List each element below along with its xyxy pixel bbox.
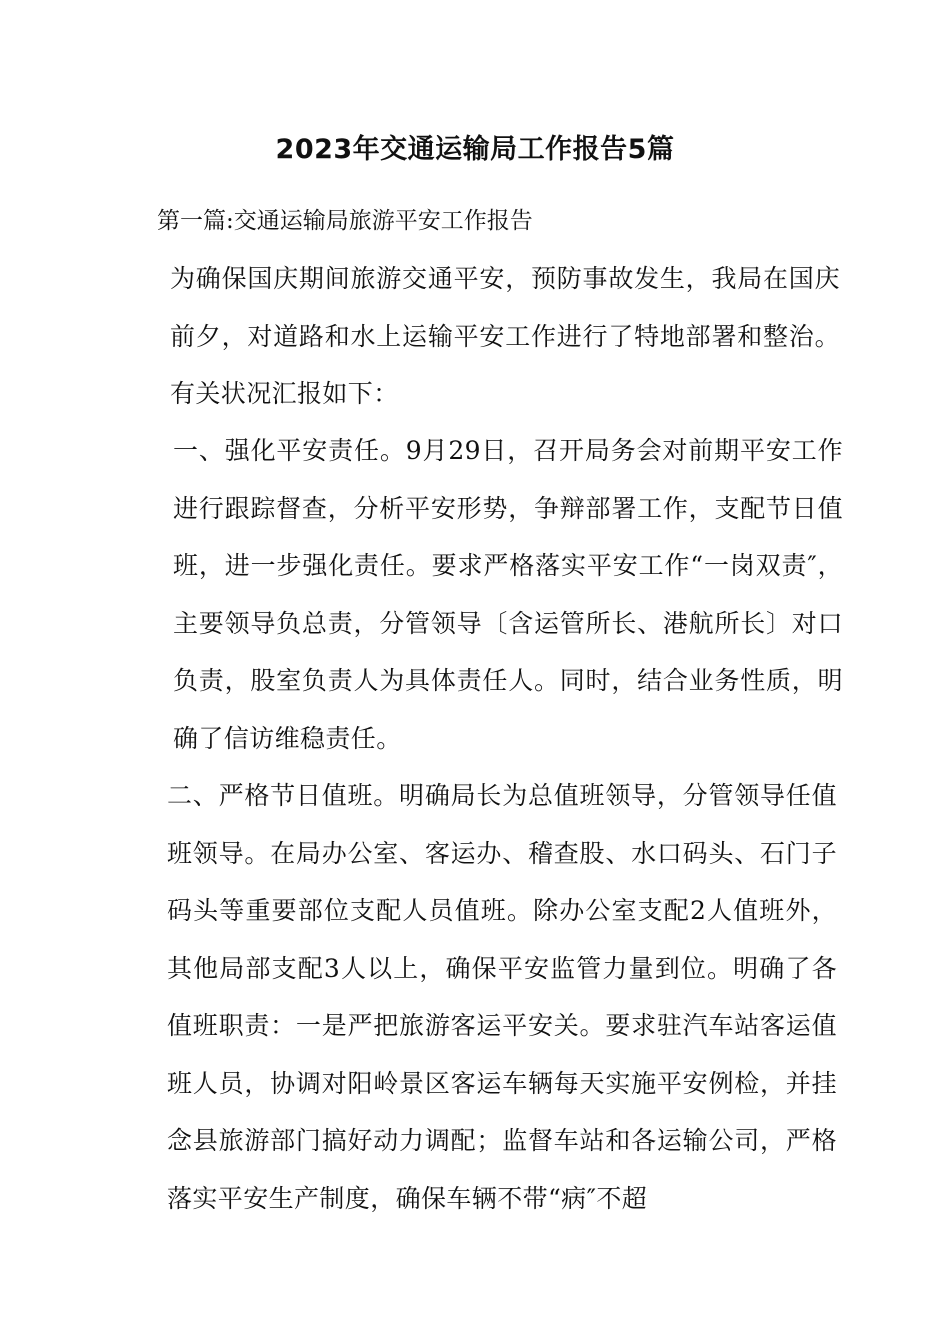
paragraph-intro: 为确保国庆期间旅游交通平安，预防事故发生，我局在国庆前夕，对道路和水上运输平安工作进行了特地部署和整治。有关状况汇报如下： <box>170 264 840 408</box>
section-heading: 第一篇:交通运输局旅游平安工作报告 <box>157 208 533 234</box>
paragraph-section-two: 二、严格节日值班。明确局长为总值班领导，分管领导任值班领导。在局办公室、客运办、稽查股、水口码头、石门子码头等重要部位支配人员值班。除办公室支配2人值班外，其他局部支配3人以上，确保平安监管力量到位。明确了各值班职责：一是严把旅游客运平安关。要求驻汽车站客运值班人员，协调对阳岭景区客运车辆每天实施平安例检，并挂念县旅游部门搞好动力调配；监督车站和各运输公司，严格落实平安生产制度，确保车辆不带“病″不超 <box>167 781 837 1213</box>
paragraph-section-one: 一、强化平安责任。9月29日，召开局务会对前期平安工作进行跟踪督查，分析平安形势，争辩部署工作，支配节日值班，进一步强化责任。要求严格落实平安工作“一岗双责″，主要领导负总责，分管领导〔含运管所长、港航所长〕对口负责，股室负责人为具体责任人。同时，结合业务性质，明确了信访维稳责任。 <box>173 436 843 753</box>
document-title: 2023年交通运输局工作报告5篇 <box>275 134 675 165</box>
